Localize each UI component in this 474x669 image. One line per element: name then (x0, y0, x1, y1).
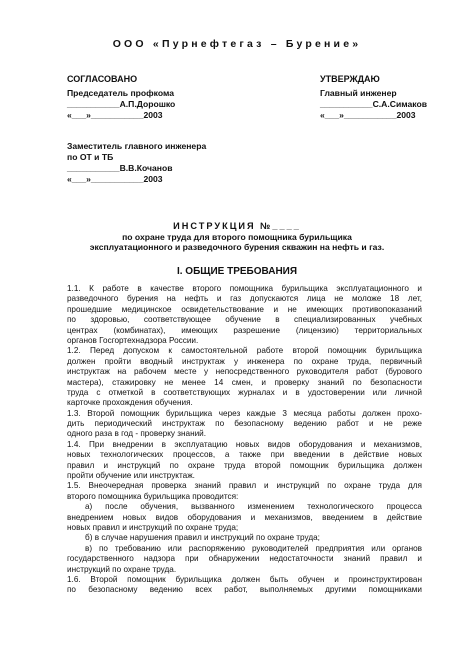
right-approval-block (320, 88, 427, 121)
section-heading: I. ОБЩИЕ ТРЕБОВАНИЯ (176, 266, 298, 277)
body-line: 1.4. При внедрении в эксплуатацию новых видов оборудования и механизмов, (67, 439, 422, 449)
body-line: труда с отметкой в соответствующих журналах и в удостоверении или личной (67, 387, 422, 397)
body-line: а) после обучения, вызванного изменением технологического процесса (85, 502, 422, 512)
right-approval-date: «___»___________2003 (320, 110, 416, 120)
body-line: инструкций по охране труда. (67, 564, 177, 574)
body-line: второго помощника бурильщика проводится: (67, 491, 239, 501)
body-line: должен пройти вводный инструктаж у инженера по охране труда, первичный (67, 356, 422, 366)
instruction-title: ИНСТРУКЦИЯ №____ (173, 221, 301, 231)
right-approval-position: Главный инженер (320, 88, 397, 98)
body-line: прошедшие медицинское освидетельствование и не имеющих противопоказаний (67, 304, 422, 314)
body-line: пройти обучение или инструктаж. (67, 471, 195, 481)
body-line: дить периодический инструктаж по безопасному ведению работ и не реже (67, 419, 422, 429)
body-line: мастера), стажировку не менее 14 смен, и проверку знаний по безопасности (67, 377, 422, 387)
body-line: новых технологических процессов, а также при введении в действие новых (67, 450, 422, 460)
body-line: новых правил и инструкций по охране труда; (67, 522, 239, 532)
left-approval-caption: СОГЛАСОВАНО (67, 74, 138, 84)
left-approval-date2: «___»___________2003 (67, 174, 163, 184)
body-line: 1.2. Перед допуском к самостоятельной работе второй помощник бурильщика (67, 346, 422, 356)
body-line: инструктаж на рабочем месте у непосредственного руководителя работ (бурового (67, 367, 422, 377)
body-line: по здоровью, соответствующее обучение в специализированных учебных (67, 315, 422, 325)
body-text (67, 284, 422, 596)
left-approval-position: Председатель профкома (67, 88, 175, 98)
right-approval-caption: УТВЕРЖДАЮ (320, 74, 380, 84)
instruction-subtitle-line2: эксплуатационного и разведочного бурения скважин на нефть и газ. (89, 242, 385, 252)
body-line: центрах (комбинатах), имеющих разрешение (лицензию) территориальных (67, 325, 422, 335)
body-line: 1.3. Второй помощник бурильщика через каждые 3 месяца работы должен прохо- (67, 408, 422, 418)
left-approval-date: «___»___________2003 (67, 110, 163, 120)
body-line: государственного надзора при обнаружении недостаточности знаний правил и (67, 554, 422, 564)
body-line: 1.6. Второй помощник бурильщика должен быть обучен и проинструктирован (67, 574, 422, 584)
right-approval-name: ___________С.А.Симаков (320, 99, 427, 109)
body-line: правил и инструкций по охране труда второй помощник бурильщика должен (67, 460, 422, 470)
left-approval-position2-line2: по ОТ и ТБ (67, 152, 114, 162)
body-line: 1.5. Внеочередная проверка знаний правил и инструкций по охране труда для (67, 481, 422, 491)
company-header: ООО «Пурнефтегаз – Бурение» (112, 38, 362, 50)
left-approval-position2-line1: Заместитель главного инженера (67, 141, 207, 151)
left-approval-name2: ___________В.В.Кочанов (67, 163, 173, 173)
body-line: органов Госгортехнадзора России. (67, 335, 199, 345)
body-line: карточке прохождения обучения. (67, 398, 193, 408)
body-line: в) по требованию или распоряжению руководителей предприятия или органов (85, 543, 422, 553)
left-approval-name: ___________А.П.Дорошко (67, 99, 176, 109)
left-approval-block (67, 88, 175, 121)
body-line: внедрением новых видов оборудования и механизмов, введением в действие (67, 512, 422, 522)
instruction-subtitle-line1: по охране труда для второго помощника бурильщика (122, 232, 352, 242)
body-line: б) в случае нарушения правил и инструкций по охране труда; (85, 533, 320, 543)
body-line: по безопасному ведению всех работ, выполняемых другими помощниками (67, 585, 422, 595)
body-line: 1.1. К работе в качестве второго помощника бурильщика эксплуатационного и (67, 284, 422, 293)
body-line: разведочного бурения на нефть и газ допускаются лица не моложе 18 лет, (67, 294, 422, 304)
left-approval-block-2 (67, 141, 206, 185)
body-line: одного раза в год - проверку знаний. (67, 429, 207, 439)
